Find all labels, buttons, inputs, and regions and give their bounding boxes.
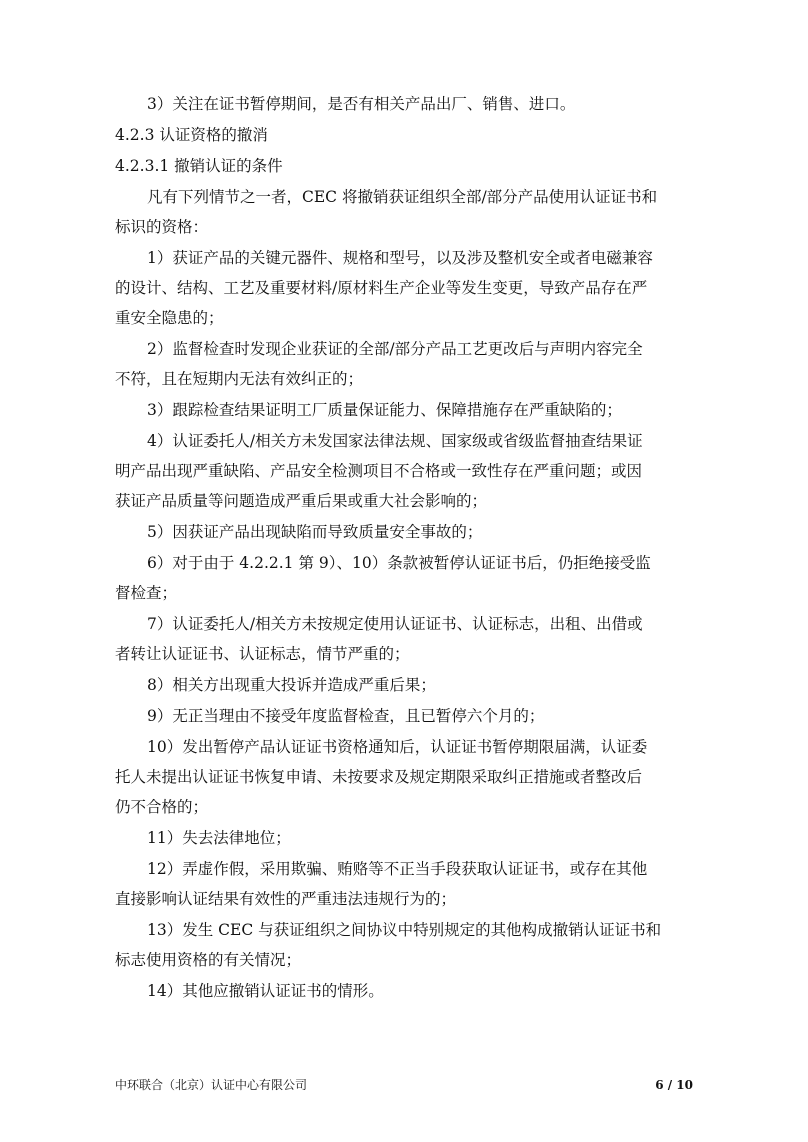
paragraph-line: 托人未提出认证证书恢复申请、未按要求及规定期限采取纠正措施或者整改后 (115, 768, 643, 786)
paragraph-line: 11）失去法律地位； (147, 829, 291, 847)
paragraph (115, 339, 693, 389)
paragraph-line: 1）获证产品的关键元器件、规格和型号，以及涉及整机安全或者电磁兼容 (147, 249, 653, 267)
paragraph-line: 6）对于由于 4.2.2.1 第 9）、10）条款被暂停认证证书后，仍拒绝接受监 (147, 554, 651, 572)
paragraph-line: 5）因获证产品出现缺陷而导致质量安全事故的； (147, 523, 483, 541)
paragraph-line: 获证产品质量等问题造成严重后果或重大社会影响的； (115, 492, 488, 510)
paragraph (115, 400, 693, 420)
paragraph (115, 187, 693, 237)
paragraph (115, 828, 693, 848)
paragraph (115, 431, 693, 511)
paragraph-line: 3）关注在证书暂停期间，是否有相关产品出厂、销售、进口。 (147, 95, 576, 113)
paragraph-line: 直接影响认证结果有效性的严重违法违规行为的； (115, 890, 457, 908)
paragraph (115, 737, 693, 817)
paragraph (115, 614, 693, 664)
paragraph (115, 553, 693, 603)
paragraph (115, 706, 693, 726)
paragraph-line: 9）无正当理由不接受年度监督检查，且已暂停六个月的； (147, 707, 545, 725)
paragraph (115, 859, 693, 909)
heading-text: 4.2.3.1 撤销认证的条件 (115, 157, 283, 175)
paragraph-line: 13）发生 CEC 与获证组织之间协议中特别规定的其他构成撤销认证证书和 (147, 921, 662, 939)
paragraph-line: 12）弄虚作假，采用欺骗、贿赂等不正当手段获取认证证书，或存在其他 (147, 860, 648, 878)
paragraph-line: 者转让认证证书、认证标志，情节严重的； (115, 645, 410, 663)
paragraph-line: 标识的资格： (115, 218, 209, 236)
paragraph-line: 14）其他应撤销认证证书的情形。 (147, 982, 384, 1000)
heading-text: 4.2.3 认证资格的撤消 (115, 126, 268, 144)
paragraph-line: 3）跟踪检查结果证明工厂质量保证能力、保障措施存在严重缺陷的； (147, 401, 622, 419)
paragraph-line: 标志使用资格的有关情况； (115, 951, 302, 969)
section-heading (115, 125, 693, 145)
paragraph-line: 凡有下列情节之一者，CEC 将撤销获证组织全部/部分产品使用认证证书和 (147, 188, 658, 206)
paragraph-line: 4）认证委托人/相关方未发国家法律法规、国家级或省级监督抽查结果证 (147, 432, 643, 450)
paragraph (115, 522, 693, 542)
paragraph-line: 重安全隐患的； (115, 309, 224, 327)
paragraph-line: 2）监督检查时发现企业获证的全部/部分产品工艺更改后与声明内容完全 (147, 340, 643, 358)
paragraph-line: 明产品出现严重缺陷、产品安全检测项目不合格或一致性存在严重问题；或因 (115, 462, 643, 480)
paragraph-line: 督检查； (115, 584, 178, 602)
paragraph-line: 8）相关方出现重大投诉并造成严重后果； (147, 676, 436, 694)
paragraph-line: 7）认证委托人/相关方未按规定使用认证证书、认证标志，出租、出借或 (147, 615, 643, 633)
section-heading (115, 156, 693, 176)
paragraph (115, 94, 693, 114)
paragraph (115, 248, 693, 328)
document-body (115, 94, 693, 1012)
paragraph (115, 675, 693, 695)
paragraph-line: 的设计、结构、工艺及重要材料/原材料生产企业等发生变更，导致产品存在严 (115, 279, 648, 297)
paragraph-line: 仍不合格的； (115, 798, 209, 816)
paragraph-line: 10）发出暂停产品认证证书资格通知后，认证证书暂停期限届满，认证委 (147, 738, 648, 756)
footer-company-name: 中环联合（北京）认证中心有限公司 (115, 1078, 308, 1092)
footer-page-number: 6 / 10 (655, 1078, 693, 1092)
page-footer (115, 1075, 693, 1095)
paragraph (115, 981, 693, 1001)
paragraph (115, 920, 693, 970)
paragraph-line: 不符，且在短期内无法有效纠正的； (115, 370, 364, 388)
